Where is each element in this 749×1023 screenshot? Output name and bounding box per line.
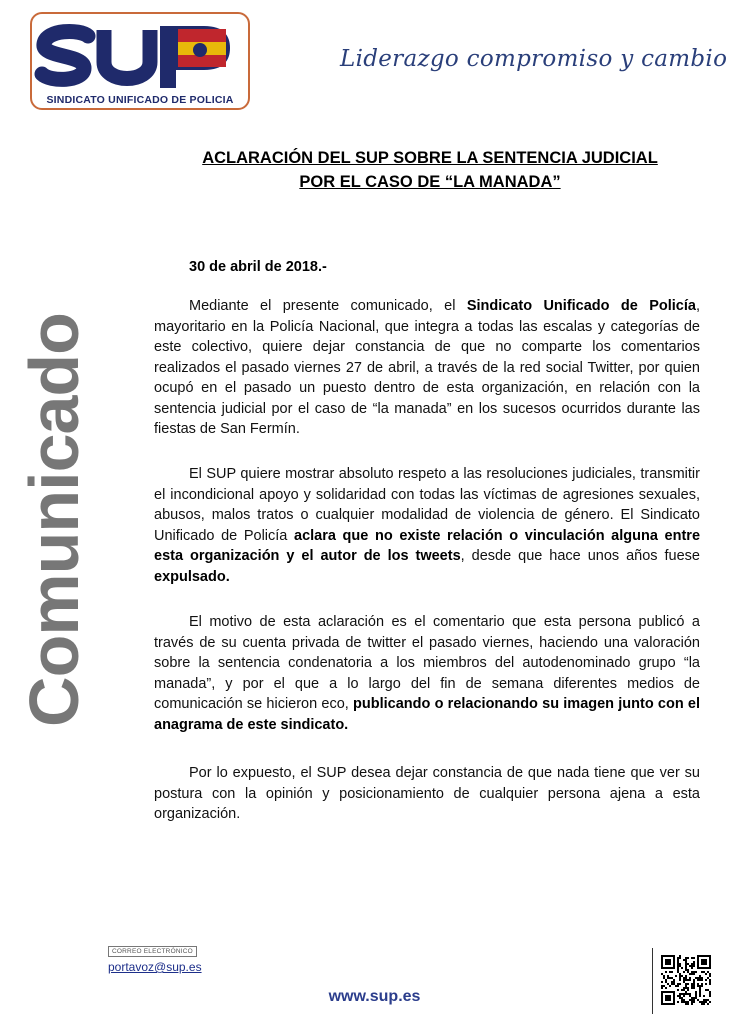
p2-text-1: El SUP quiere mostrar absoluto respeto a las resoluciones judiciales, transmitir el incondicional apoyo y solidaridad con todas las víctimas de agresiones sexuales, abusos, malos tratos o cualquier modalidad de violencia de género. El Sindicato Unificado de Policía [154, 466, 700, 544]
p1-bold-1: Sindicato Unificado de Policía [466, 298, 696, 314]
email-label: CORREO ELECTRÓNICO [108, 946, 197, 957]
p1-text-2: , mayoritario en la Policía Nacional, que integra a todas las escalas y categorías de este colectivo, quiere dejar constancia de que no comparte los comentarios realizados el pasado viernes 27 de abril, a través de la red social Twitter, por quien ocupó en el pasado un puesto dentro de esta organización, en relación con la sentencia judicial por el caso de “la manada” en los sucesos ocurridos durante las fiestas de San Fermín. [154, 298, 700, 437]
logo-letter-p-stem [160, 26, 176, 88]
qr-code-icon[interactable] [661, 955, 711, 1005]
p1-text-1: Mediante el presente comunicado, el [189, 298, 467, 314]
comunicado-label [14, 290, 94, 750]
p4-text-1: Por lo expuesto, el SUP desea dejar constancia de que nada tiene que ver su postura con la opinión y posicionamiento de cualquier persona ajena a esta organización. [154, 765, 700, 822]
website-link[interactable]: www.sup.es [328, 988, 421, 1005]
footer-divider [652, 948, 653, 1014]
comunicado-text: Comunicado [15, 313, 93, 727]
sup-logo [30, 12, 250, 110]
paragraph-4 [154, 763, 700, 825]
p2-text-2: , desde que hace unos años fuese [460, 548, 701, 564]
title-line-2: POR EL CASO DE “LA MANADA” [299, 173, 561, 191]
paragraph-1 [154, 296, 700, 440]
p3-bold-1: publicando o relacionando su imagen junto con el anagrama de este sindicato. [154, 696, 700, 733]
p2-bold-2: expulsado. [154, 568, 230, 585]
logo-letter-u [104, 30, 150, 79]
p3-text-1: El motivo de esta aclaración es el comentario que esta persona publicó a través de su cuenta privada de twitter el pasado viernes, haciendo una valoración sobre la sentencia condenatoria a los miembros del autodenominado grupo “la manada”, y por el que a lo largo del fin de semana diferentes medios de comunicación se hicieron eco, [154, 614, 700, 712]
paragraph-3 [154, 612, 700, 735]
paragraph-2 [154, 464, 700, 587]
title-line-1: ACLARACIÓN DEL SUP SOBRE LA SENTENCIA JUDICIAL [202, 149, 658, 167]
document-title [130, 146, 730, 194]
logo-letter-s [42, 31, 88, 79]
email-link[interactable]: portavoz@sup.es [108, 960, 202, 974]
logo-hidden-text: SUP [128, 86, 148, 96]
slogan: Liderazgo compromiso y cambio [340, 46, 728, 72]
p2-bold-1: aclara que no existe relación o vinculación alguna entre esta organización y el autor de los tweets [154, 527, 701, 564]
logo-subtitle: SINDICATO UNIFICADO DE POLICIA [46, 94, 234, 106]
police-badge-icon [193, 43, 207, 57]
document-date: 30 de abril de 2018.- [189, 259, 327, 275]
